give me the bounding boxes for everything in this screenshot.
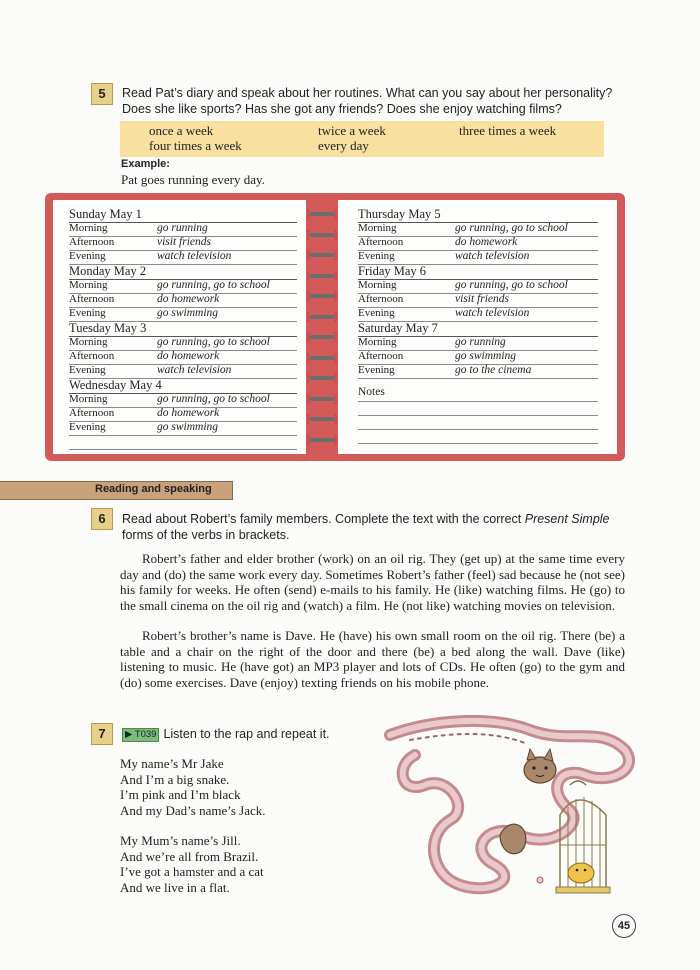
diary-activity: watch television (455, 307, 530, 319)
diary-row (69, 350, 297, 365)
diary-time-of-day: Morning (358, 336, 397, 348)
diary-notes-line (358, 401, 598, 416)
diary-time-of-day: Morning (69, 336, 108, 348)
spiral-ring (310, 376, 334, 380)
diary-activity: watch television (157, 250, 232, 262)
diary-time-of-day: Afternoon (358, 236, 404, 248)
diary-time-of-day: Afternoon (69, 407, 115, 419)
diary-time-of-day: Afternoon (69, 293, 115, 305)
diary-row (69, 250, 297, 265)
diary-activity: visit friends (455, 293, 509, 305)
diary-time-of-day: Morning (69, 222, 108, 234)
diary-time-of-day: Afternoon (358, 293, 404, 305)
diary-activity: go swimming (157, 421, 219, 433)
diary-day-heading: Thursday May 5 (358, 207, 598, 223)
word-three-times-a-week: three times a week (459, 123, 557, 138)
diary-activity: go running, go to school (455, 222, 568, 234)
audio-track-badge[interactable] (122, 728, 159, 742)
diary-activity: go running, go to school (455, 279, 568, 291)
exercise-7-instruction-text: Listen to the rap and repeat it. (163, 727, 330, 741)
rap-line: I’m pink and I’m black (120, 787, 241, 802)
diary-row (69, 307, 297, 322)
diary-time-of-day: Afternoon (69, 236, 115, 248)
exercise-7-instruction (122, 726, 330, 742)
diary-activity: go running (455, 336, 506, 348)
diary-time-of-day: Morning (358, 222, 397, 234)
exercise-5-instruction-line1: Read Pat’s diary and speak about her routines. What can you say about her personality? (122, 86, 613, 100)
diary-activity: watch television (157, 364, 232, 376)
diary-row (358, 307, 598, 322)
diary-activity: do homework (455, 236, 518, 248)
example-text: Pat goes running every day. (121, 172, 265, 187)
rap-line: And we live in a flat. (120, 879, 230, 895)
diary-activity: go swimming (455, 350, 517, 362)
word-once-a-week: once a week (149, 123, 214, 138)
diary-day-heading: Friday May 6 (358, 264, 598, 280)
exercise-5-number: 5 (91, 83, 113, 105)
diary-row (358, 279, 598, 294)
diary-row (69, 236, 297, 251)
diary-row (69, 393, 297, 408)
word-twice-a-week: twice a week (318, 123, 386, 138)
diary-activity: go to the cinema (455, 364, 532, 376)
rap-line: I’ve got a hamster and a cat (120, 864, 264, 879)
diary-day-heading: Tuesday May 3 (69, 321, 297, 337)
rap-line: And we’re all from Brazil. (120, 848, 259, 864)
exercise-5-instruction (122, 85, 642, 117)
exercise-6-instruction-line2: forms of the verbs in brackets. (122, 528, 290, 542)
spiral-ring (310, 397, 334, 401)
diary-time-of-day: Evening (69, 364, 106, 376)
diary-row (358, 293, 598, 308)
diary-time-of-day: Afternoon (358, 350, 404, 362)
diary-activity: watch television (455, 250, 530, 262)
diary-activity: go running (157, 222, 208, 234)
exercise-6-instruction-em: Present Simple (524, 512, 610, 526)
play-icon: ▶ (125, 729, 133, 740)
diary-row (69, 293, 297, 308)
diary-time-of-day: Evening (69, 307, 106, 319)
rap-line: And I’m a big snake. (120, 771, 230, 787)
diary-row (358, 250, 598, 265)
diary-day-heading: Saturday May 7 (358, 321, 598, 337)
diary-notes-label: Notes (358, 386, 598, 402)
diary-activity: go swimming (157, 307, 219, 319)
spiral-ring (310, 294, 334, 298)
diary-activity: go running, go to school (157, 393, 270, 405)
diary-activity: go running, go to school (157, 279, 270, 291)
spiral-ring (310, 212, 334, 216)
diary-time-of-day: Evening (358, 307, 395, 319)
diary-row (358, 222, 598, 237)
diary-time-of-day: Evening (358, 364, 395, 376)
exercise-7-number: 7 (91, 723, 113, 745)
spiral-ring (310, 315, 334, 319)
example-label: Example: (121, 158, 170, 170)
diary-time-of-day: Evening (358, 250, 395, 262)
diary-time-of-day: Evening (69, 421, 106, 433)
spiral-ring (310, 233, 334, 237)
diary-activity: go running, go to school (157, 336, 270, 348)
diary-row (69, 336, 297, 351)
word-every-day: every day (318, 138, 369, 153)
spiral-ring (310, 253, 334, 257)
rap-line: My Mum’s name’s Jill. (120, 833, 241, 848)
spiral-ring (310, 335, 334, 339)
diary-time-of-day: Afternoon (69, 350, 115, 362)
rap-stanza-2 (120, 833, 264, 895)
rap-line: My name’s Mr Jake (120, 756, 224, 771)
exercise-6-instruction-pre: Read about Robert’s family members. Complete the text with the correct (122, 512, 525, 526)
diary-blank-line (69, 435, 297, 450)
exercise-5-instruction-line2: Does she like sports? Has she got any friends? Does she enjoy watching films? (122, 102, 562, 116)
exercise-6-instruction (122, 511, 632, 543)
flower-icon (537, 877, 543, 883)
exercise-6-number: 6 (91, 508, 113, 530)
rap-line: And my Dad’s name’s Jack. (120, 802, 266, 818)
diary-day-heading: Sunday May 1 (69, 207, 297, 223)
spiral-ring (310, 438, 334, 442)
diary-time-of-day: Morning (69, 279, 108, 291)
diary-row (69, 364, 297, 379)
diary-row (69, 279, 297, 294)
robert-paragraph-1: Robert’s father and elder brother (work) on an oil rig. They (get up) at the same time every day and (do) the same work every day. Sometimes Robert’s father (feel) sad because he (not see) his family for weeks. He often (send) e-mails to his family. He (like) watching films. He (go) to the small cinema on the oil rig and (watch) a film. He (not like) watching movies on television. (120, 551, 625, 613)
snake-cat-hamster-illustration (370, 715, 640, 900)
diary-activity: visit friends (157, 236, 211, 248)
diary-activity: do homework (157, 293, 220, 305)
diary-row (358, 236, 598, 251)
frequency-word-box (120, 121, 604, 157)
diary-row (69, 421, 297, 436)
section-header-bar (0, 481, 233, 500)
diary-row (358, 350, 598, 365)
diary-notes-line (358, 429, 598, 444)
word-four-times-a-week: four times a week (149, 138, 242, 153)
robert-paragraph-2: Robert’s brother’s name is Dave. He (have) his own small room on the oil rig. There (be) a table and a chair on the right of the door and there (be) a bed along the wall. Dave (like) listening to music. He (have got) an MP3 player and lots of CDs. He often (go) to the gym and (do) some exercises. Dave (enjoy) texting friends on his mobile phone. (120, 628, 625, 690)
diary-time-of-day: Evening (69, 250, 106, 262)
diary-row (69, 222, 297, 237)
rap-stanza-1 (120, 756, 266, 818)
spiral-ring (310, 356, 334, 360)
spiral-ring (310, 274, 334, 278)
diary-row (69, 407, 297, 422)
diary-time-of-day: Morning (69, 393, 108, 405)
diary-activity: do homework (157, 350, 220, 362)
spiral-ring (310, 417, 334, 421)
diary-activity: do homework (157, 407, 220, 419)
diary-spiral-binding (306, 200, 338, 454)
diary-time-of-day: Morning (358, 279, 397, 291)
audio-track-label: T039 (134, 729, 157, 740)
diary-day-heading: Monday May 2 (69, 264, 297, 280)
diary-notes-line (358, 415, 598, 430)
page-number: 45 (612, 914, 636, 938)
diary-row (358, 364, 598, 379)
section-title: Reading and speaking (95, 483, 212, 495)
diary-row (358, 336, 598, 351)
diary-day-heading: Wednesday May 4 (69, 378, 297, 394)
